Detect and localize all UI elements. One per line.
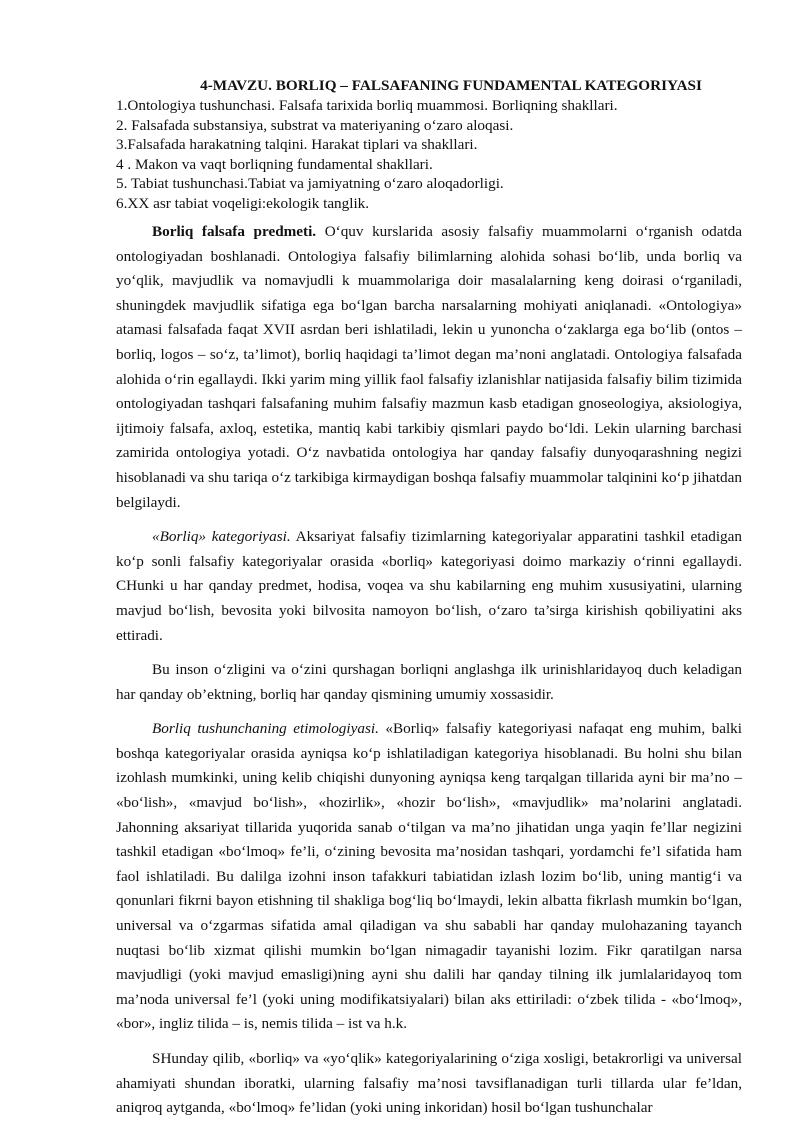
paragraph-lead: Borliq tushunchaning etimologiyasi. xyxy=(152,720,379,738)
paragraph-xulosa xyxy=(116,1047,742,1121)
topic-item: 2. Falsafada substansiya, substrat va materiyaning o‘zaro aloqasi. xyxy=(116,116,514,134)
topic-item: 3.Falsafada harakatning talqini. Harakat tiplari va shakllari. xyxy=(116,136,478,154)
document-body xyxy=(116,220,742,1131)
paragraph-umumiy-xossa xyxy=(116,658,742,707)
paragraph-text: Aksariyat falsafiy tizimlarning kategoriyalar apparatini tashkil etadigan ko‘p sonli falsafiy kategoriyalar orasida «borliq» kategoriyasi doimo markaziy o‘rinni egallaydi. CHunki u har qanday predmet, hodisa, voqea va shu kabilarning eng muhim xususiyatini, ularning mavjud bo‘lish, bevosita yoki bilvosita namoyon bo‘lish, o‘zaro ta’sirga kirishish qobiliyatini aks ettiradi. xyxy=(116,528,742,644)
paragraph-etimologiya xyxy=(116,717,742,1037)
paragraph-text: «Borliq» falsafiy kategoriyasi nafaqat eng muhim, balki boshqa kategoriyalar orasida ayniqsa ko‘p ishlatiladigan kategoriya hisoblanadi. Bu holni shu bilan izohlash mumkinki, uning kelib chiqishi dunyoning ayniqsa keng tarqalgan tillarida ayni bir ma’no – «bo‘lish», «mavjud bo‘lish», «hozirlik», «hozir bo‘lish», «mavjudlik» ma’nolarini anglatadi. Jahonning aksariyat tillarida yuqorida sanab o‘tilgan va ma’no jihatidan unga yaqin fe’llar negizini tashkil etadigan «bo‘lmoq» fe’li, o‘zining bevosita ma’nosidan tashqari, yordamchi fe’l sifatida ham faol ishlatiladi. Bu dalilga izohni inson tafakkuri tabiatidan izlash lozim bo‘lib, uning mantig‘i va qonunlari fikrni bayon etishning til shakliga bog‘liq bo‘lmaydi, lekin albatta fikrlash mumkin bo‘lgan, universal va o‘zgarmas sifatida amal qiladigan va shu sababli har qanday mulohazaning tayanch nuqtasi bo‘lib xizmat qilishi mumkin bo‘lgan nimagadir tayanishi lozim. Fikr qaratilgan narsa mavjudligi (yoki mavjud emasligi)ning ayni shu dalili har qanday tilning ilk jumlalaridayoq tom ma’noda universal fe’l (yoki uning modifikatsiyalari) bilan aks ettiriladi: o‘zbek tilida - «bo‘lmoq», «bor», ingliz tilida – is, nemis tilida – ist va h.k. xyxy=(116,720,742,1033)
paragraph-borliq-kategoriyasi xyxy=(116,525,742,648)
topic-item: 4 . Makon va vaqt borliqning fundamental shakllari. xyxy=(116,155,433,173)
topic-list xyxy=(116,96,746,214)
paragraph-lead: Borliq falsafa predmeti. xyxy=(152,223,317,240)
paragraph-lead: «Borliq» kategoriyasi. xyxy=(152,528,291,546)
paragraph-text: O‘quv kurslarida asosiy falsafiy muammolarni o‘rganish odatda ontologiyadan boshlanadi. Ontologiya falsafiy bilimlarning alohida sohasi bo‘lib, unda borliq va yo‘qlik, mavjudlik va nomavjudli k muammolariga doir masalalarning keng doirasi o‘rganiladi, shuningdek mavjudlik sifatiga ega bo‘lgan barcha narsalarning mohiyati aniqlanadi. «Ontologiya» atamasi falsafada faqat XVII asrdan beri ishlatiladi, lekin u yunoncha o‘zaklarga ega bo‘lib (ontos – borliq, logos – so‘z, ta’limot), borliq haqidagi ta’limot degan ma’noni anglatadi. Ontologiya falsafada alohida o‘rin egallaydi. Ikki yarim ming yillik faol falsafiy izlanishlar natijasida falsafiy bilim tizimida ontologiyadan tashqari falsafaning muhim falsafiy mazmun kasb etadigan gnoseologiya, aksiologiya, ijtimoiy falsafa, axloq, estetika, mantiq kabi tarkibiy qismlari paydo bo‘ldi. Lekin ularning barchasi zamirida ontologiya yotadi. O‘z navbatida ontologiya har qanday falsafiy dunyoqarashning negizi hisoblanadi va shu tariqa o‘z tarkibiga kirmaydigan boshqa falsafiy muammolar talqinini ko‘p jihatdan belgilaydi. xyxy=(116,223,742,511)
topic-item: 6.XX asr tabiat voqeligi:ekologik tanglik. xyxy=(116,194,370,212)
topic-item: 1.Ontologiya tushunchasi. Falsafa tarixida borliq muammosi. Borliqning shakllari. xyxy=(116,97,618,114)
paragraph-borliq-falsafa-predmeti xyxy=(116,220,742,515)
paragraph-text: SHunday qilib, «borliq» va «yo‘qlik» kategoriyalarining o‘ziga xosligi, betakrorligi va universal ahamiyati shundan iboratki, ularning falsafiy ma’nosi tavsiflanadigan turli tillarda ular fe’ldan, aniqroq aytganda, «bo‘lmoq» fe’lidan (yoki uning inkoridan) hosil bo‘lgan tushunchalar xyxy=(116,1050,742,1117)
document-title: 4-MAVZU. BORLIQ – FALSAFANING FUNDAMENTAL KATEGORIYASI xyxy=(200,77,702,94)
paragraph-text: Bu inson o‘zligini va o‘zini qurshagan borliqni anglashga ilk urinishlaridayoq duch keladigan har qanday ob’ektning, borliq har qanday qismining umumiy xossasidir. xyxy=(116,661,742,703)
topic-item: 5. Tabiat tushunchasi.Tabiat va jamiyatning o‘zaro aloqadorligi. xyxy=(116,175,504,193)
